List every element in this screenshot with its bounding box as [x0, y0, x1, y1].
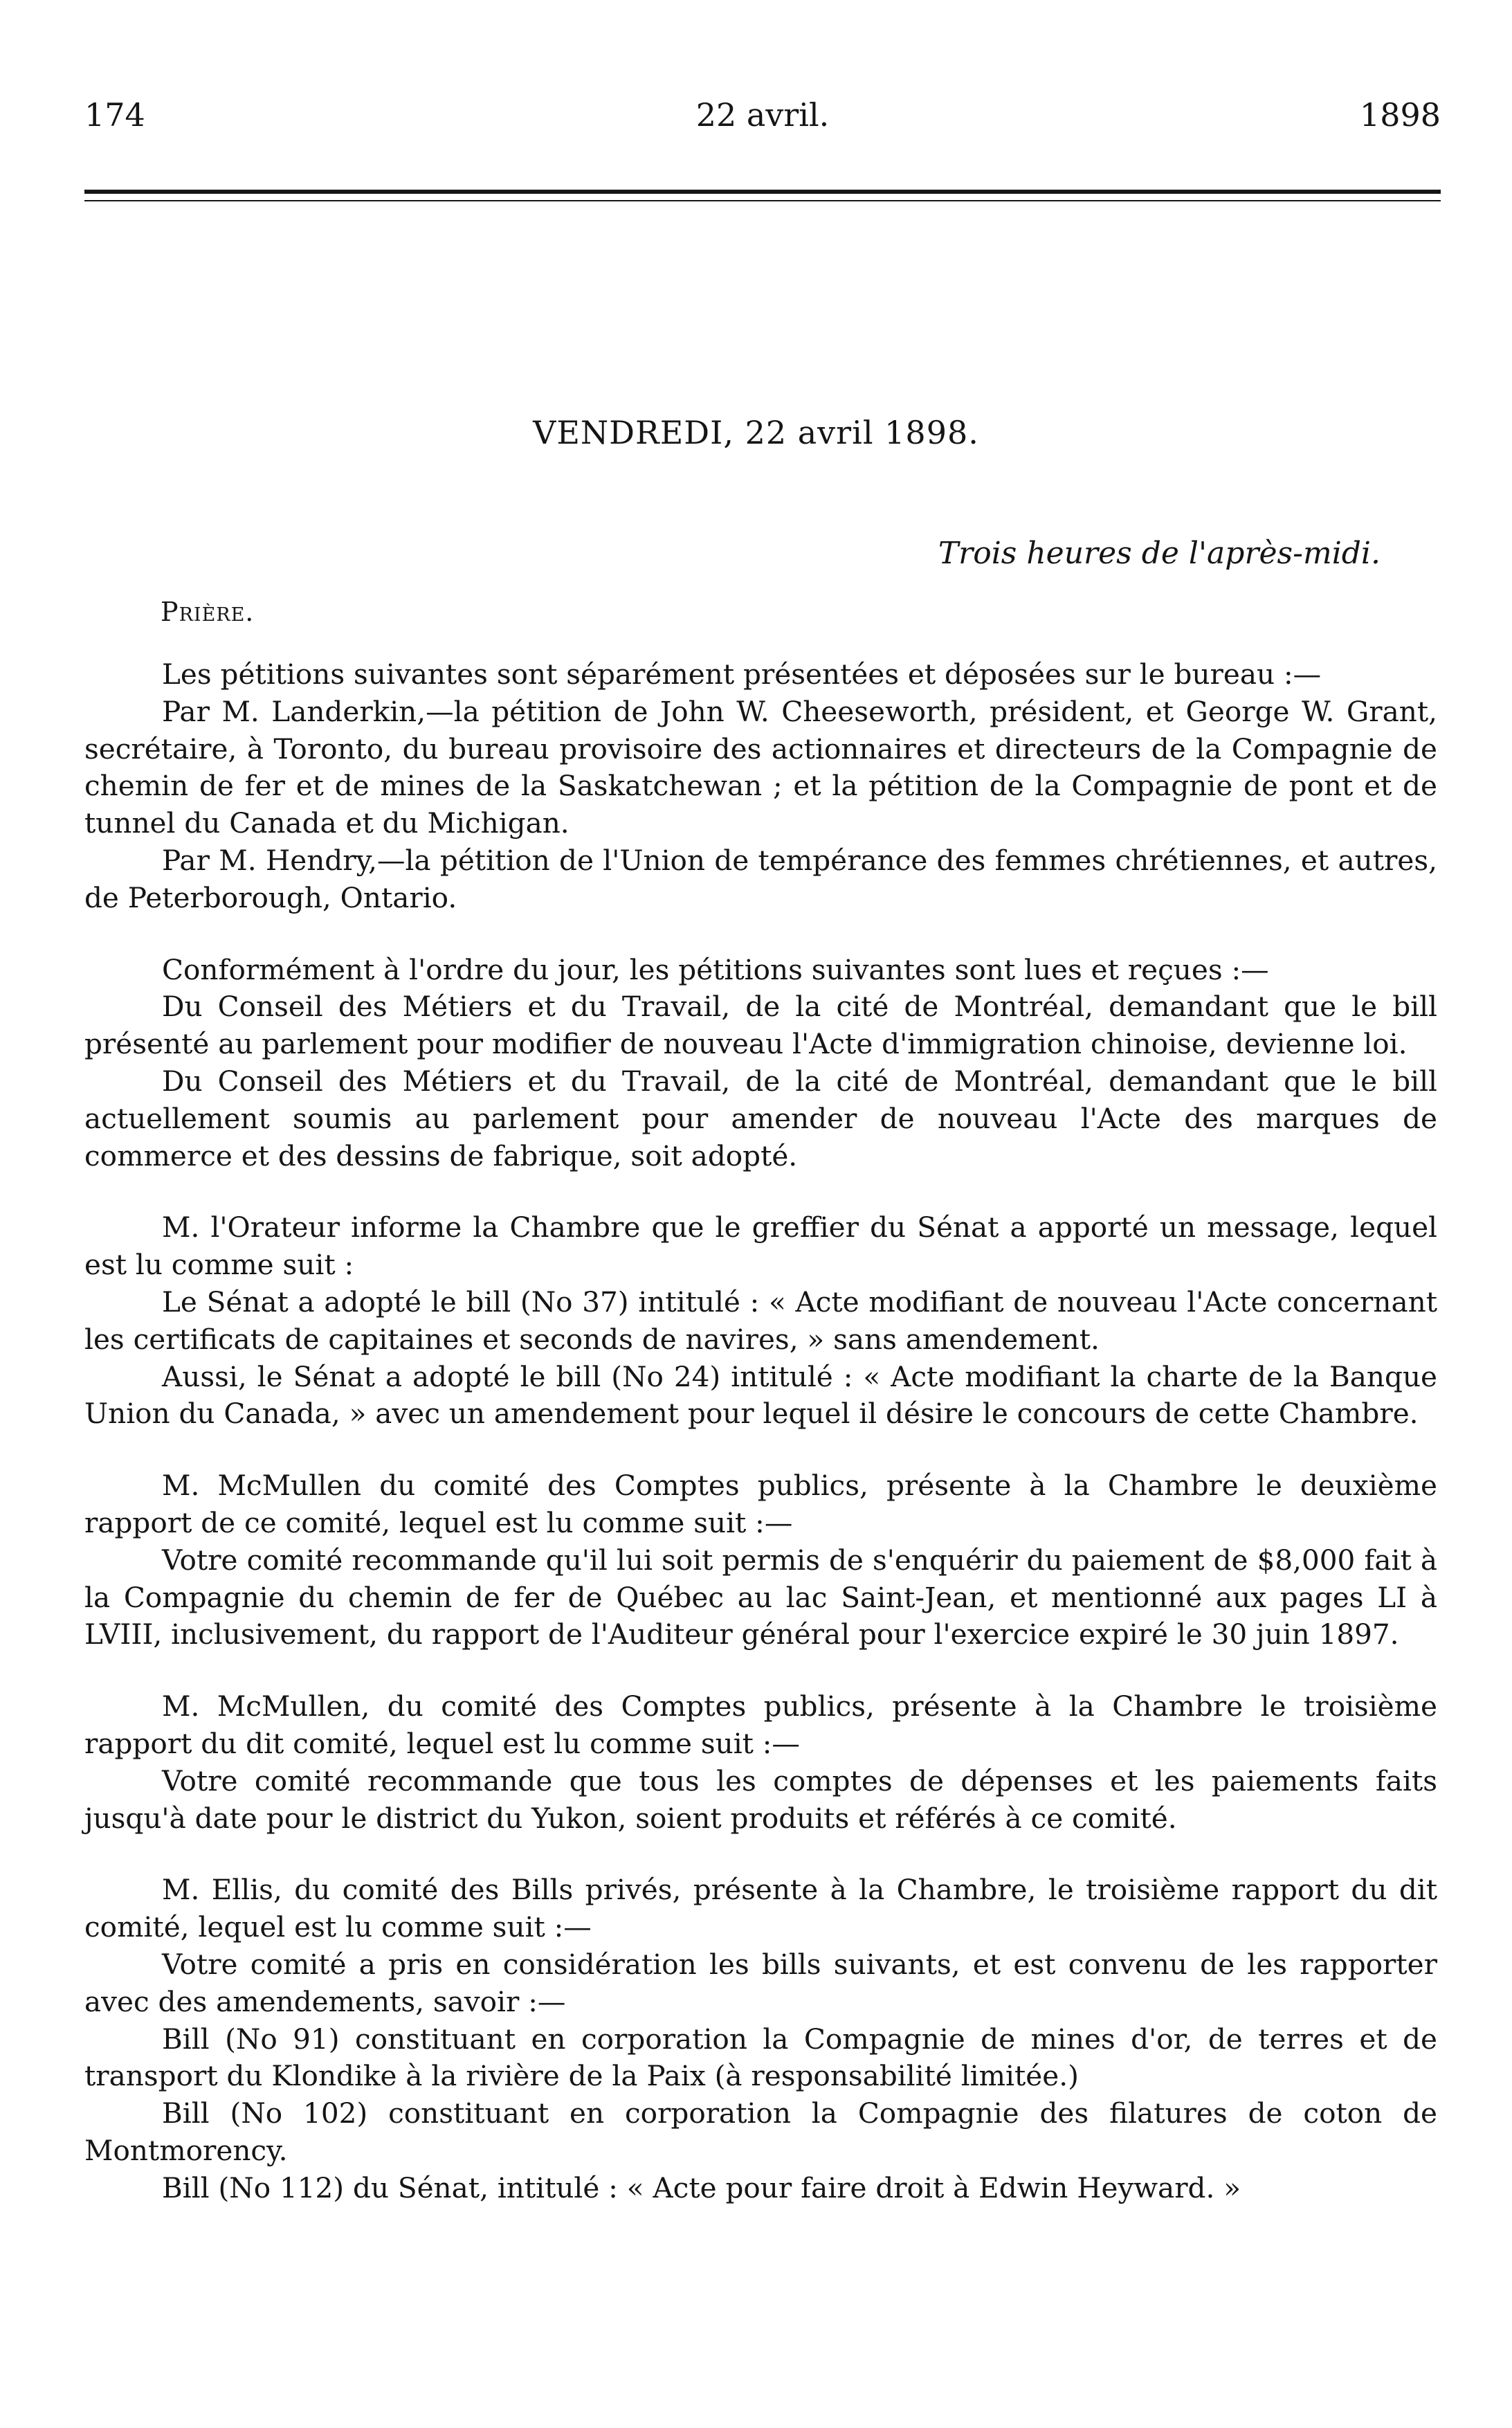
paragraph: Du Conseil des Métiers et du Travail, de la cité de Montréal, demandant que le bill présenté au parlement pour modifier de nouveau l'Acte d'immigration chinoise, devienne loi. [84, 990, 1437, 1061]
paragraph: Votre comité recommande que tous les comptes de dépenses et les paiements faits jusqu'à date pour le district du Yukon, soient produits et référés à ce comité. [84, 1764, 1437, 1835]
paragraph: Par M. Hendry,—la pétition de l'Union de tempérance des femmes chrétiennes, et autres, de Peterborough, Ontario. [84, 843, 1437, 914]
journal-body [84, 656, 1437, 2207]
page-number: 174 [84, 96, 145, 134]
paragraph: Votre comité a pris en considération les bills suivants, et est convenu de les rapporter avec des amendements, savoir :— [84, 1947, 1437, 2018]
running-header-year: 1898 [1359, 96, 1441, 134]
paragraph: Par M. Landerkin,—la pétition de John W. Cheeseworth, président, et George W. Grant, secrétaire, à Toronto, du bureau provisoire des actionnaires et directeurs de la Compagnie de chemin de fer et de mines de la Saskatchewan ; et la pétition de la Compagnie de pont et de tunnel du Canada et du Michigan. [84, 694, 1437, 840]
session-time: Trois heures de l'après-midi. [938, 536, 1381, 571]
paragraph: Bill (No 102) constituant en corporation la Compagnie des filatures de coton de Montmorency. [84, 2096, 1437, 2167]
paragraph: M. Ellis, du comité des Bills privés, présente à la Chambre, le troisième rapport du dit comité, lequel est lu comme suit :— [84, 1873, 1437, 1944]
paragraph: M. McMullen du comité des Comptes publics, présente à la Chambre le deuxième rapport de ce comité, lequel est lu comme suit :— [84, 1469, 1437, 1539]
paragraph: Conformément à l'ordre du jour, les pétitions suivantes sont lues et reçues :— [162, 952, 1269, 986]
paragraph: Le Sénat a adopté le bill (No 37) intitulé : « Acte modifiant de nouveau l'Acte concernant les certificats de capitaines et seconds de navires, » sans amendement. [84, 1285, 1437, 1356]
page-header [84, 87, 1441, 143]
paragraph: M. l'Orateur informe la Chambre que le greffier du Sénat a apporté un message, lequel est lu comme suit : [84, 1211, 1437, 1282]
paragraph: Bill (No 91) constituant en corporation la Compagnie de mines d'or, de terres et de transport du Klondike à la rivière de la Paix (à responsabilité limitée.) [84, 2022, 1437, 2093]
paragraph: M. McMullen, du comité des Comptes publics, présente à la Chambre le troisième rapport du dit comité, lequel est lu comme suit :— [84, 1689, 1437, 1760]
paragraph: Aussi, le Sénat a adopté le bill (No 24) intitulé : « Acte modifiant la charte de la Banque Union du Canada, » avec un amendement pour lequel il désire le concours de cette Chambre. [84, 1359, 1437, 1431]
running-header-date: 22 avril. [695, 96, 830, 134]
paragraph: Les pétitions suivantes sont séparément présentées et déposées sur le bureau :— [162, 658, 1322, 691]
header-rule-thick [84, 190, 1441, 194]
paragraph: Du Conseil des Métiers et du Travail, de la cité de Montréal, demandant que le bill actuellement soumis au parlement pour amender de nouveau l'Acte des marques de commerce et des dessins de fabrique, soit adopté. [84, 1064, 1437, 1172]
header-rule-thin [84, 200, 1441, 201]
paragraph: Bill (No 112) du Sénat, intitulé : « Acte pour faire droit à Edwin Heyward. » [162, 2171, 1241, 2204]
day-heading: VENDREDI, 22 avril 1898. [533, 414, 979, 451]
paragraph: Votre comité recommande qu'il lui soit permis de s'enquérir du paiement de $8,000 fait à la Compagnie du chemin de fer de Québec au lac Saint-Jean, et mentionné aux pages LI à LVIII, inclusivement, du rapport de l'Auditeur général pour l'exercice expiré le 30 juin 1897. [84, 1543, 1437, 1651]
prayer-heading: Prière. [161, 597, 255, 627]
